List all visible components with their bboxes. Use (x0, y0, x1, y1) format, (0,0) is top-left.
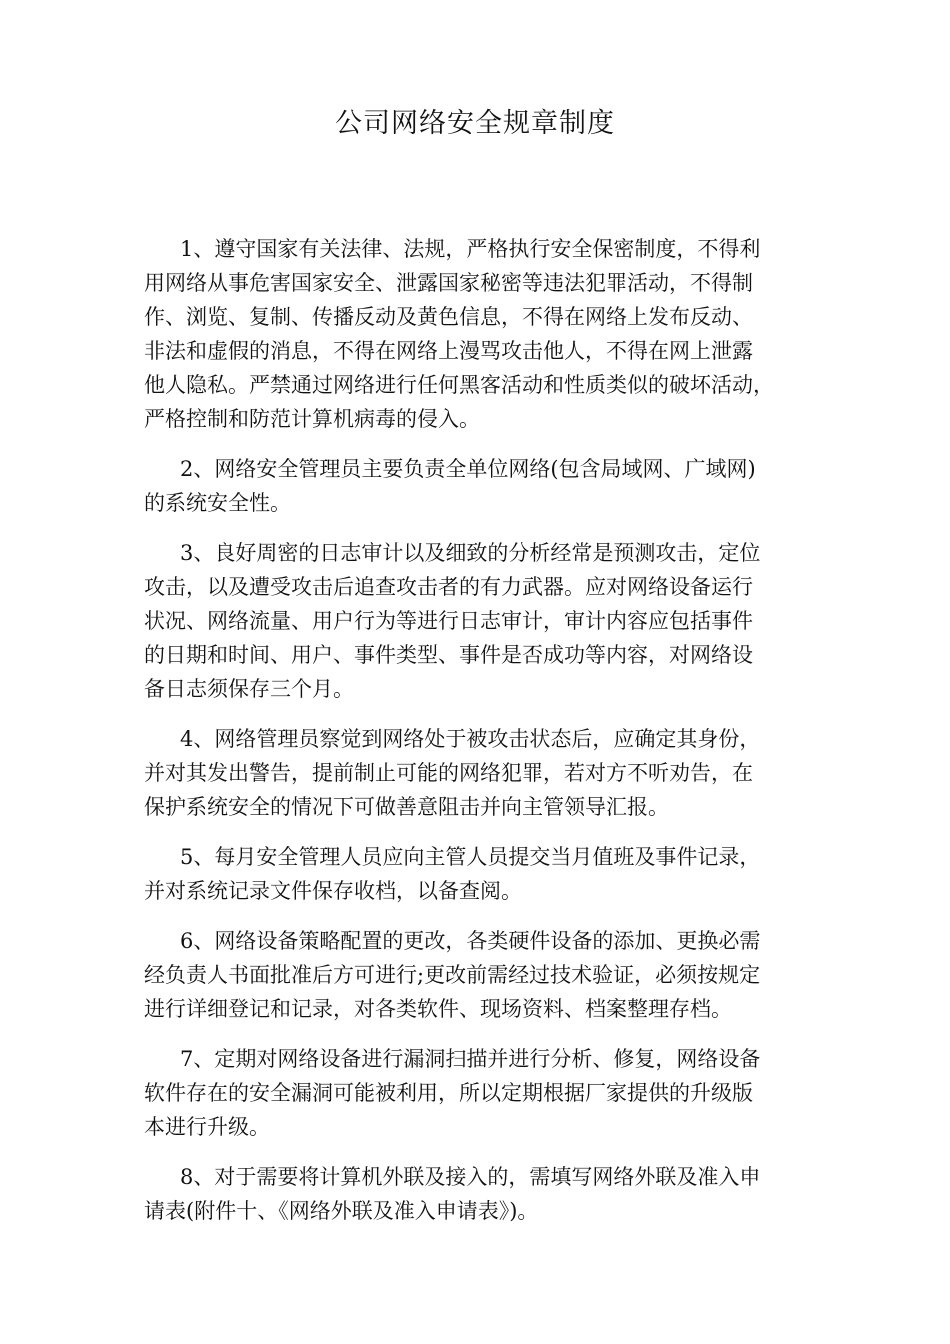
paragraph-line: 作、浏览、复制、传播反动及黄色信息，不得在网络上发布反动、 (144, 305, 753, 329)
paragraph-3 (144, 536, 824, 706)
paragraph-line: 3、良好周密的日志审计以及细致的分析经常是预测攻击，定位 (180, 541, 761, 565)
paragraph-line: 4、网络管理员察觉到网络处于被攻击状态后，应确定其身份， (180, 727, 761, 751)
paragraph-7 (144, 1042, 824, 1144)
paragraph-line: 1、遵守国家有关法律、法规，严格执行安全保密制度，不得利 (180, 237, 761, 261)
paragraph-line: 软件存在的安全漏洞可能被利用，所以定期根据厂家提供的升级版 (144, 1081, 753, 1105)
paragraph-2 (144, 452, 824, 520)
paragraph-line: 非法和虚假的消息，不得在网络上漫骂攻击他人，不得在网上泄露 (144, 339, 753, 363)
paragraph-line: 的系统安全性。 (144, 491, 291, 515)
paragraph-5 (144, 840, 824, 908)
paragraph-line: 他人隐私。严禁通过网络进行任何黑客活动和性质类似的破坏活动， (144, 373, 774, 397)
paragraph-8 (144, 1160, 824, 1228)
paragraph-line: 7、定期对网络设备进行漏洞扫描并进行分析、修复，网络设备 (180, 1047, 761, 1071)
paragraph-line: 状况、网络流量、用户行为等进行日志审计，审计内容应包括事件 (144, 609, 753, 633)
paragraph-line: 2、网络安全管理员主要负责全单位网络(包含局域网、广域网) (180, 457, 756, 481)
paragraph-line: 5、每月安全管理人员应向主管人员提交当月值班及事件记录， (180, 845, 761, 869)
document-body (144, 232, 824, 1244)
paragraph-line: 进行详细登记和记录，对各类软件、现场资料、档案整理存档。 (144, 997, 732, 1021)
paragraph-line: 严格控制和防范计算机病毒的侵入。 (144, 407, 480, 431)
paragraph-line: 请表(附件十、《网络外联及准入申请表》)。 (144, 1199, 539, 1223)
paragraph-line: 并对其发出警告，提前制止可能的网络犯罪，若对方不听劝告，在 (144, 761, 753, 785)
paragraph-line: 本进行升级。 (144, 1115, 270, 1139)
paragraph-line: 用网络从事危害国家安全、泄露国家秘密等违法犯罪活动，不得制 (144, 271, 753, 295)
paragraph-6 (144, 924, 824, 1026)
paragraph-line: 的日期和时间、用户、事件类型、事件是否成功等内容，对网络设 (144, 643, 753, 667)
paragraph-line: 备日志须保存三个月。 (144, 677, 354, 701)
paragraph-4 (144, 722, 824, 824)
paragraph-line: 保护系统安全的情况下可做善意阻击并向主管领导汇报。 (144, 795, 669, 819)
paragraph-line: 攻击，以及遭受攻击后追查攻击者的有力武器。应对网络设备运行 (144, 575, 753, 599)
paragraph-line: 并对系统记录文件保存收档，以备查阅。 (144, 879, 522, 903)
paragraph-line: 6、网络设备策略配置的更改，各类硬件设备的添加、更换必需 (180, 929, 761, 953)
paragraph-line: 8、对于需要将计算机外联及接入的，需填写网络外联及准入申 (180, 1165, 761, 1189)
paragraph-line: 经负责人书面批准后方可进行;更改前需经过技术验证，必须按规定 (144, 963, 761, 987)
paragraph-1 (144, 232, 824, 436)
page-title: 公司网络安全规章制度 (335, 108, 615, 139)
